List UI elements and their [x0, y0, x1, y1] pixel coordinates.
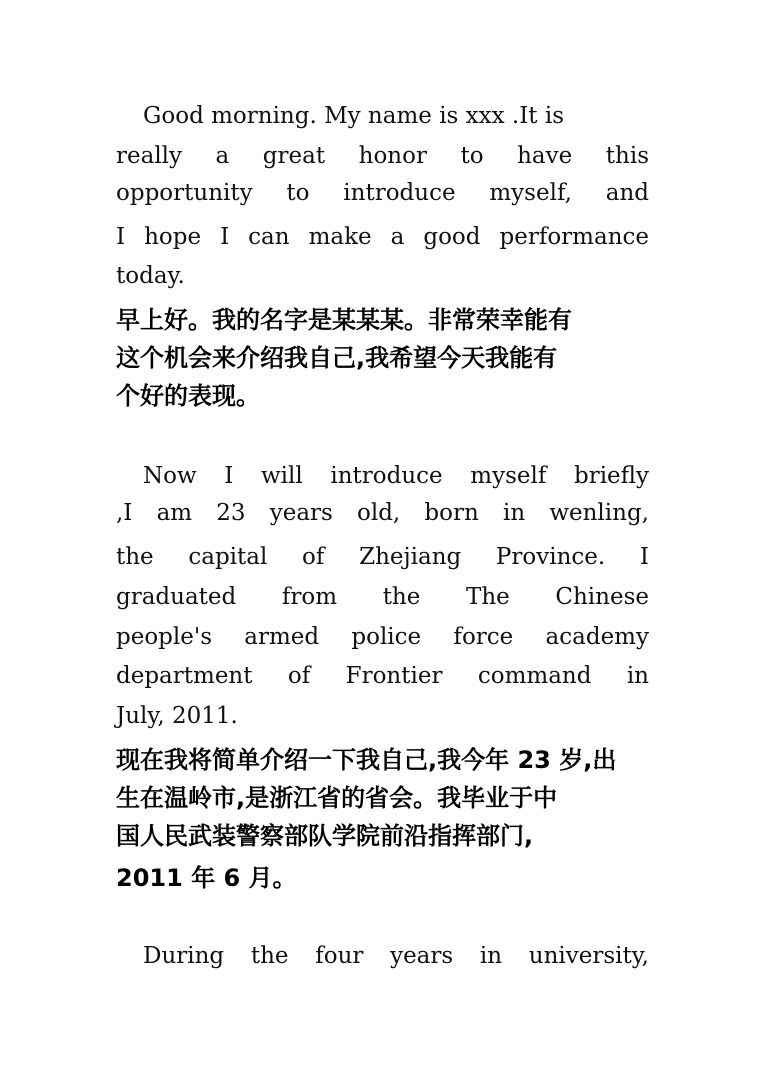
para2-en-line4: graduated from the The Chinese: [116, 584, 649, 610]
para2-en-line6: department of Frontier command in: [116, 663, 649, 689]
para1-zh-line3: 个好的表现。: [116, 382, 260, 410]
para1-en-line5: today.: [116, 263, 185, 289]
para2-zh-line1: 现在我将简单介绍一下我自己,我今年 23 岁,出: [116, 746, 617, 774]
para2-zh-line4: 2011 年 6 月。: [116, 864, 297, 892]
para1-en-line3: opportunity to introduce myself, and: [116, 180, 649, 206]
para2-en-line3: the capital of Zhejiang Province. I: [116, 544, 649, 570]
para3-en-line1: During the four years in university,: [143, 943, 649, 969]
para2-en-line2: ,I am 23 years old, born in wenling,: [116, 500, 649, 526]
para2-en-line1: Now I will introduce myself briefly: [143, 463, 649, 489]
para1-zh-line2: 这个机会来介绍我自己,我希望今天我能有: [116, 344, 558, 372]
para2-zh-line2: 生在温岭市,是浙江省的省会。我毕业于中: [116, 784, 558, 812]
para2-en-line5: people's armed police force academy: [116, 624, 649, 650]
para1-en-line1: Good morning. My name is xxx .It is: [143, 103, 564, 129]
para2-en-line7: July, 2011.: [116, 703, 238, 729]
para1-en-line2: really a great honor to have this: [116, 143, 649, 169]
para1-en-line4: I hope I can make a good performance: [116, 224, 649, 250]
para1-zh-line1: 早上好。我的名字是某某某。非常荣幸能有: [116, 306, 572, 334]
para2-zh-line3: 国人民武装警察部队学院前沿指挥部门,: [116, 822, 534, 850]
